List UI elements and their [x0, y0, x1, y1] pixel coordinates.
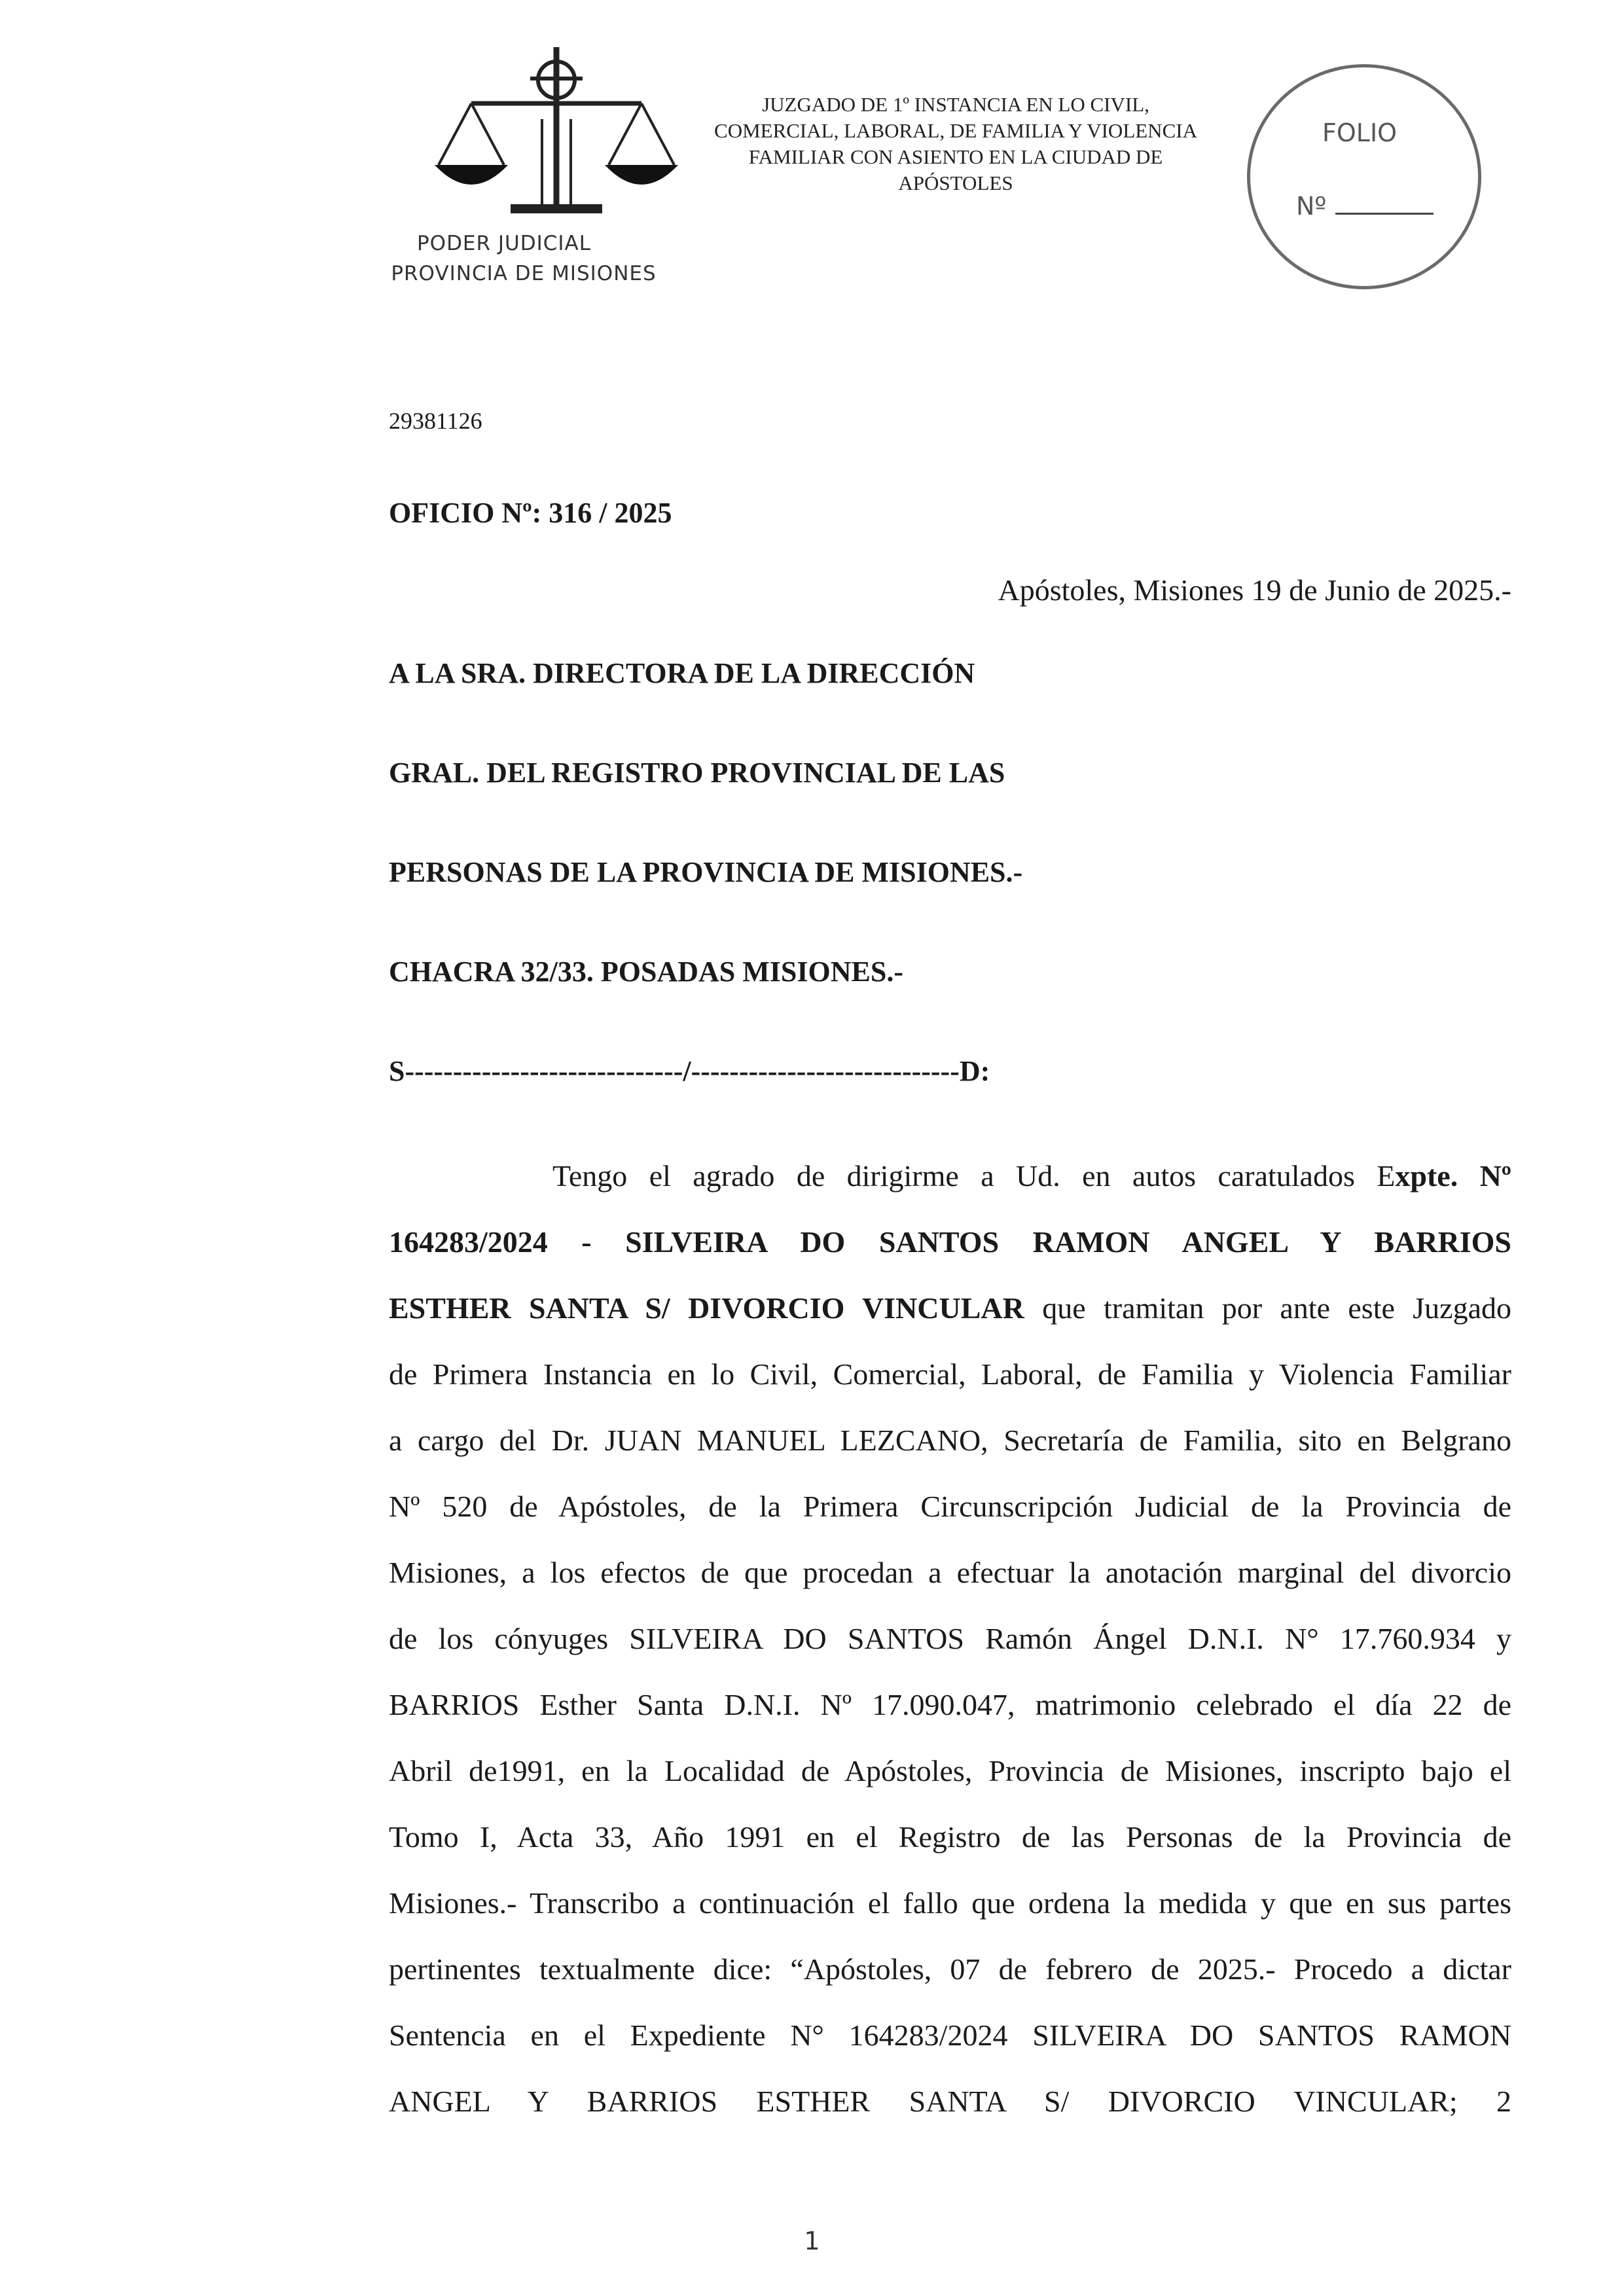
body-line: de Primera Instancia en lo Civil, Comercial, Laboral, de Familia y Violencia Familiar — [389, 1357, 1511, 1391]
date-line: Apóstoles, Misiones 19 de Junio de 2025.- — [998, 573, 1511, 607]
body-text — [389, 1159, 1511, 2151]
body-bold-run: ESTHER SANTA S/ DIVORCIO VINCULAR — [389, 1291, 1024, 1325]
salutation-line: S-----------------------------/----------------------------D: — [389, 1055, 990, 1087]
body-bold-run: xpte. Nº — [1395, 1159, 1511, 1193]
logo-text-line1: PODER JUDICIAL — [416, 232, 592, 255]
body-bold-run: 164283/2024 - SILVEIRA DO SANTOS RAMON ANGEL Y BARRIOS — [389, 1225, 1511, 1259]
court-header — [661, 92, 1250, 196]
body-line: Abril de1991, en la Localidad de Apóstoles, Provincia de Misiones, inscripto bajo el — [389, 1754, 1511, 1787]
body-line: pertinentes textualmente dice: “Apóstoles, 07 de febrero de 2025.- Procedo a dictar — [389, 1952, 1511, 1986]
body-line — [389, 1225, 1511, 1291]
court-line: JUZGADO DE 1º INSTANCIA EN LO CIVIL, — [762, 93, 1149, 116]
body-line: de los cónyuges SILVEIRA DO SANTOS Ramón Ángel D.N.I. N° 17.760.934 y — [389, 1622, 1511, 1655]
logo-text-line2: PROVINCIA DE MISIONES — [391, 262, 657, 285]
folio-stamp — [1247, 64, 1481, 289]
body-line: BARRIOS Esther Santa D.N.I. Nº 17.090.047, matrimonio celebrado el día 22 de — [389, 1688, 1511, 1721]
body-line: Misiones.- Transcribo a continuación el fallo que ordena la medida y que en sus partes — [389, 1886, 1511, 1920]
body-line: Tomo I, Acta 33, Año 1991 en el Registro de las Personas de la Provincia de — [389, 1820, 1511, 1854]
document-id: 29381126 — [389, 408, 482, 434]
body-line: Sentencia en el Expediente N° 164283/2024 SILVEIRA DO SANTOS RAMON — [389, 2018, 1511, 2052]
folio-number — [1296, 192, 1434, 221]
body-line: Nº 520 de Apóstoles, de la Primera Circunscripción Judicial de la Provincia de — [389, 1490, 1511, 1523]
body-text-run: que tramitan por ante este Juzgado — [1024, 1291, 1512, 1325]
addressee-line: A LA SRA. DIRECTORA DE LA DIRECCIÓN — [389, 657, 975, 689]
court-line: APÓSTOLES — [898, 171, 1013, 194]
poder-judicial-logo — [393, 41, 681, 296]
body-line: ANGEL Y BARRIOS ESTHER SANTA S/ DIVORCIO VINCULAR; 2 — [389, 2085, 1511, 2118]
addressee-line: CHACRA 32/33. POSADAS MISIONES.- — [389, 956, 903, 988]
body-line: Misiones, a los efectos de que procedan a efectuar la anotación marginal del divorcio — [389, 1556, 1511, 1589]
scales-of-justice-icon — [432, 41, 681, 224]
oficio-number: OFICIO Nº: 316 / 2025 — [389, 497, 672, 529]
court-line: FAMILIAR CON ASIENTO EN LA CIUDAD DE — [748, 145, 1163, 168]
court-line: COMERCIAL, LABORAL, DE FAMILIA Y VIOLENCIA — [714, 119, 1197, 142]
folio-label: FOLIO — [1322, 118, 1398, 147]
addressee-line: PERSONAS DE LA PROVINCIA DE MISIONES.- — [389, 856, 1023, 888]
addressee-line: GRAL. DEL REGISTRO PROVINCIAL DE LAS — [389, 757, 1005, 789]
folio-number-label: Nº — [1296, 192, 1327, 221]
body-text-run: Tengo el agrado de dirigirme a Ud. en autos caratulados E — [552, 1159, 1396, 1193]
page-number: 1 — [804, 2227, 820, 2255]
folio-blank-line — [1335, 207, 1434, 215]
body-line — [389, 1291, 1511, 1357]
body-line: a cargo del Dr. JUAN MANUEL LEZCANO, Secretaría de Familia, sito en Belgrano — [389, 1424, 1511, 1457]
body-line — [389, 1159, 1511, 1225]
